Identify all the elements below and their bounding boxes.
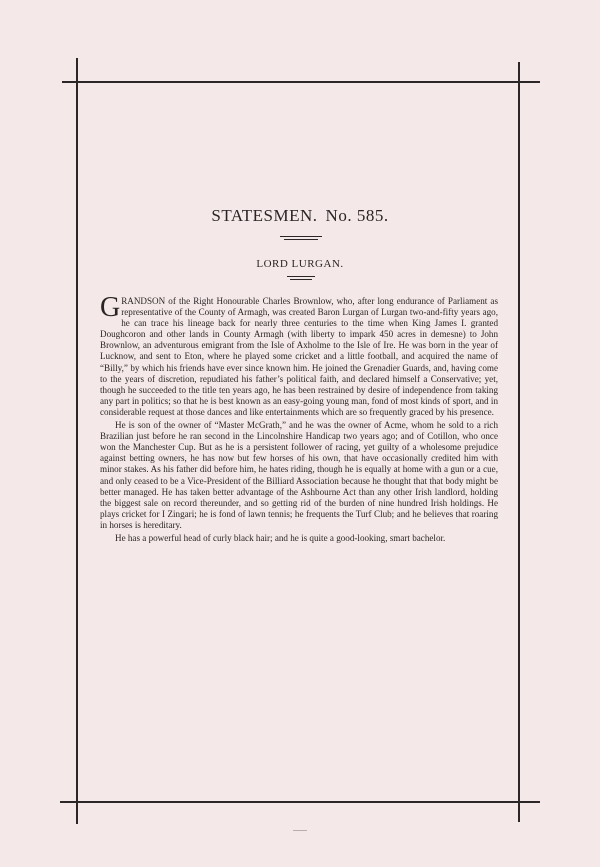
- issue-number: No. 585.: [325, 206, 389, 225]
- frame-rule-top: [62, 81, 540, 83]
- title-divider: [284, 239, 318, 240]
- paragraph-text: RANDSON of the Right Honourable Charles Brownlow, who, after long endurance of Parliament as representative of the County of Armagh, was created Baron Lurgan of Lurgan two-and-fifty years ago, he can trace his lineage back for nearly three centuries to the time when King James I. granted Doughcoron and other lands in County Armagh (with liberty to impark 450 acres in demesne) to John Brownlow, an adventurous emigrant from the Isle of Axholme to the Isle of Ire. He was born in the year of Lucknow, and sent to Eton, where he played some cricket and a little football, and acquired the name of “Billy,” by which his friends have ever since known him. He joined the Grenadier Guards, and, having come to the years of discretion, repudiated his father’s political faith, and declared himself a Conservative; yet, though he succeeded to the title ten years ago, he has been restrained by desire of independence from taking any part in politics; so that he is best known as an easy-going young man, fond of most kinds of sport, and in considerable request at those dances and like entertainments which are so frequently graced by his presence.: [100, 296, 498, 417]
- title-divider: [280, 236, 322, 237]
- article-body: [100, 292, 498, 544]
- subject-divider: [290, 279, 312, 280]
- frame-rule-right: [518, 62, 520, 822]
- subject-heading: LORD LURGAN.: [256, 258, 344, 270]
- frame-rule-left: [76, 58, 78, 824]
- page-title: [0, 206, 600, 226]
- subject-divider: [287, 276, 315, 277]
- article-paragraph: He has a powerful head of curly black hair; and he is quite a good-looking, smart bachelor.: [115, 532, 446, 543]
- footer-mark: [293, 830, 307, 831]
- article-paragraph: He is son of the owner of “Master McGrath,” and he was the owner of Acme, whom he sold to a rich Brazilian just before he ran second in the Lincolnshire Handicap two years ago; and of Cotillon, who once won the Manchester Cup. But as he is a persistent follower of racing, yet guilty of a wholesome prejudice against betting owners, he has now but few horses of his own, that have occasionally credited him with minor stakes. As his father did before him, he hates riding, though he is equally at home with a gun or a cue, and only ceased to be a Vice-President of the Billiard Association because he thought that that body might be better managed. He has taken better advantage of the Ashbourne Act than any other Irish landlord, holding the biggest sale on record thereunder, and so getting rid of the burden of nine hundred Irish holdings. He plays cricket for I Zingari; he is fond of lawn tennis; he frequents the Turf Club; and he believes that roaring in horses is hereditary.: [100, 420, 498, 530]
- frame-rule-bottom: [60, 801, 540, 803]
- section-heading: STATESMEN.: [211, 206, 318, 225]
- article-paragraph: [100, 292, 498, 418]
- drop-cap: G: [100, 292, 121, 323]
